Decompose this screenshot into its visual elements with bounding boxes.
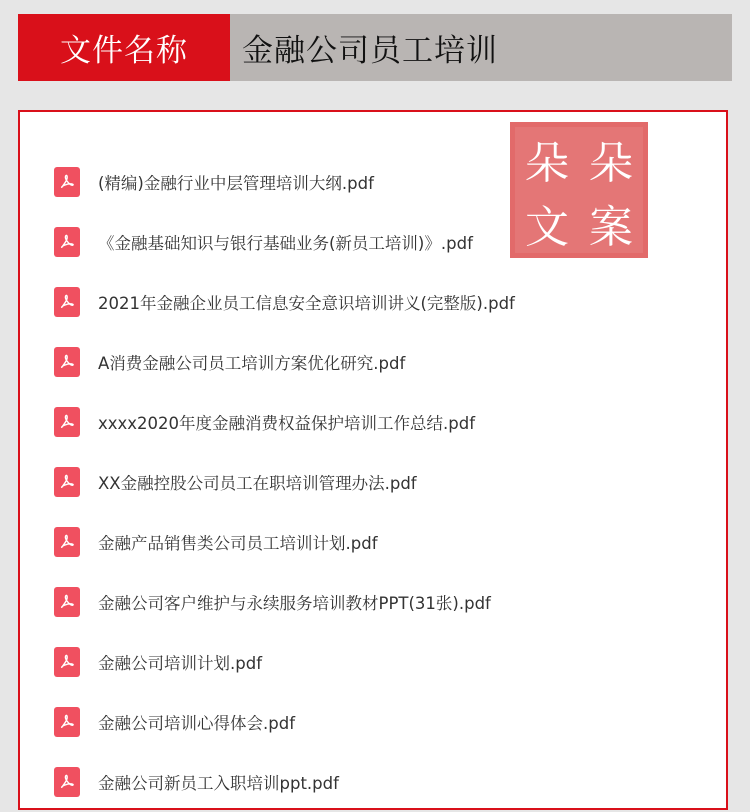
pdf-icon (54, 647, 80, 677)
pdf-icon (54, 167, 80, 197)
stamp-char: 文 (525, 202, 569, 253)
stamp-char: 朵 (589, 138, 633, 189)
file-name: XX金融控股公司员工在职培训管理办法.pdf (98, 474, 417, 493)
file-item[interactable] (54, 452, 515, 512)
pdf-icon (54, 347, 80, 377)
page-title: 金融公司员工培训 (230, 14, 732, 81)
file-item[interactable] (54, 332, 515, 392)
pdf-icon (54, 707, 80, 737)
file-name: (精编)金融行业中层管理培训大纲.pdf (98, 174, 374, 193)
stamp-char: 朵 (525, 138, 569, 189)
file-name: 2021年金融企业员工信息安全意识培训讲义(完整版).pdf (98, 294, 515, 313)
file-name: 《金融基础知识与银行基础业务(新员工培训)》.pdf (98, 234, 473, 253)
pdf-icon (54, 527, 80, 557)
file-item[interactable] (54, 212, 515, 272)
file-item[interactable] (54, 692, 515, 752)
file-item[interactable] (54, 752, 515, 812)
file-name: A消费金融公司员工培训方案优化研究.pdf (98, 354, 406, 373)
file-name: 金融公司培训计划.pdf (98, 654, 263, 673)
file-item[interactable] (54, 572, 515, 632)
file-name: 金融公司培训心得体会.pdf (98, 714, 296, 733)
stamp-char: 案 (589, 202, 633, 253)
file-name: xxxx2020年度金融消费权益保护培训工作总结.pdf (98, 414, 476, 433)
file-name: 金融公司新员工入职培训ppt.pdf (98, 774, 339, 793)
pdf-icon (54, 227, 80, 257)
file-name: 金融公司客户维护与永续服务培训教材PPT(31张).pdf (98, 594, 491, 613)
file-item[interactable] (54, 272, 515, 332)
file-item[interactable] (54, 392, 515, 452)
pdf-icon (54, 287, 80, 317)
file-list (54, 152, 515, 812)
pdf-icon (54, 767, 80, 797)
header-label: 文件名称 (18, 14, 230, 81)
header (18, 14, 732, 81)
file-item[interactable] (54, 152, 515, 212)
pdf-icon (54, 407, 80, 437)
pdf-icon (54, 467, 80, 497)
file-name: 金融产品销售类公司员工培训计划.pdf (98, 534, 378, 553)
file-panel (18, 110, 728, 810)
pdf-icon (54, 587, 80, 617)
watermark-stamp (510, 122, 648, 258)
file-item[interactable] (54, 632, 515, 692)
file-item[interactable] (54, 512, 515, 572)
